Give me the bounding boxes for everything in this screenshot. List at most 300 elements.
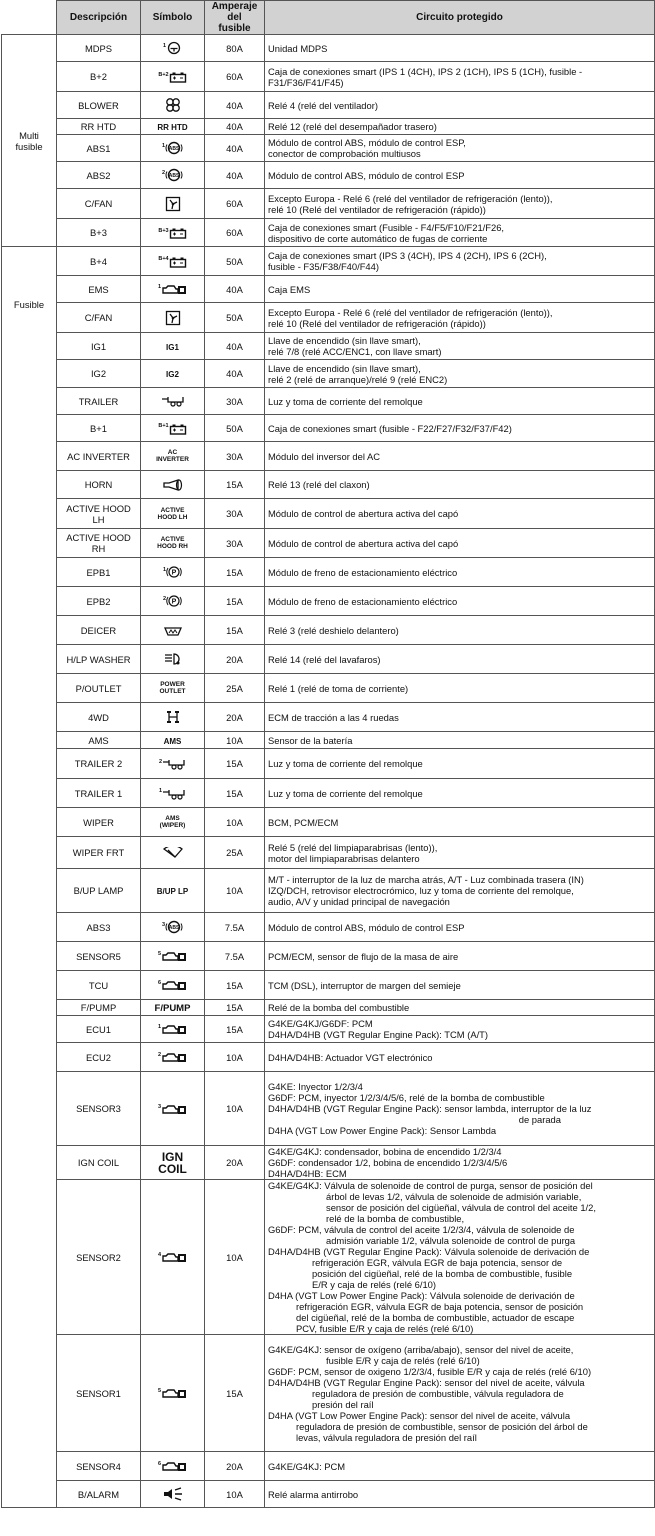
- circuit-cell: [265, 837, 655, 869]
- symbol-cell: [141, 1146, 205, 1180]
- symbol-cell: [141, 749, 205, 779]
- description-cell: ACTIVE HOOD RH: [57, 529, 141, 558]
- circuit-cell: [265, 1043, 655, 1072]
- fuse-row: [2, 360, 655, 388]
- amperage-cell: 10A: [205, 869, 265, 913]
- circuit-line: audio, A/V y unidad principal de navegación: [268, 896, 450, 907]
- symbol-cell: [141, 1481, 205, 1508]
- fuse-row: [2, 645, 655, 674]
- symbol-cell: [141, 1072, 205, 1146]
- symbol-cell: [141, 1043, 205, 1072]
- circuit-line: Caja de conexiones smart (IPS 3 (4CH), IPS 4 (2CH), IPS 6 (2CH),: [268, 250, 547, 261]
- engine-icon: [158, 1051, 187, 1062]
- symbol-superscript: 2: [162, 595, 167, 602]
- fuse-row: [2, 616, 655, 645]
- symbol-superscript: 2: [161, 169, 166, 176]
- amperage-cell: 60A: [205, 219, 265, 247]
- parking-brake-icon: [163, 566, 182, 577]
- amperage-cell: 10A: [205, 732, 265, 749]
- fuse-row: [2, 971, 655, 1000]
- circuit-line: Relé 14 (relé del lavafaros): [268, 653, 381, 665]
- circuit-line: relé 10 (Relé del ventilador de refrigeración (rápido)): [268, 317, 486, 329]
- circuit-cell: [265, 135, 655, 162]
- description-cell: B+1: [57, 415, 141, 442]
- symbol-cell: [141, 869, 205, 913]
- amperage-cell: 15A: [205, 1016, 265, 1043]
- amperage-cell: 20A: [205, 1146, 265, 1180]
- circuit-cell: [265, 869, 655, 913]
- group-label-fuse: Fusible: [13, 299, 45, 310]
- symbol-cell: [141, 247, 205, 276]
- symbol-text: IG1: [166, 342, 179, 352]
- symbol-cell: [141, 587, 205, 616]
- description-cell: ECU1: [57, 1016, 141, 1043]
- symbol-superscript: 3: [161, 921, 166, 928]
- symbol-text: [156, 449, 189, 463]
- fuse-row: [2, 135, 655, 162]
- circuit-line: PCM/ECM, sensor de flujo de la masa de aire: [268, 950, 459, 962]
- circuit-line: G4KE: Inyector 1/2/3/4: [268, 1081, 363, 1092]
- circuit-line: ECM de tracción a las 4 ruedas: [268, 711, 399, 723]
- fuse-row: [2, 189, 655, 219]
- circuit-cell: [265, 92, 655, 119]
- description-cell: IG2: [57, 360, 141, 388]
- amperage-cell: 25A: [205, 674, 265, 703]
- battery-icon: [158, 422, 186, 433]
- symbol-text: [158, 1151, 187, 1175]
- circuit-cell: [265, 971, 655, 1000]
- description-cell: TRAILER: [57, 388, 141, 415]
- symbol-text-line: HOOD RH: [157, 543, 188, 550]
- circuit-cell: [265, 587, 655, 616]
- circuit-cell: [265, 558, 655, 587]
- amperage-cell: 50A: [205, 247, 265, 276]
- description-cell: SENSOR3: [57, 1072, 141, 1146]
- circuit-line: D4HA (VGT Low Power Engine Pack): sensor del nivel de aceite, válvula: [268, 1409, 571, 1421]
- description-cell: MDPS: [57, 35, 141, 62]
- circuit-line: Módulo del inversor del AC: [268, 450, 381, 462]
- amperage-cell: 80A: [205, 35, 265, 62]
- 4wd-icon: [164, 710, 182, 721]
- circuit-line: D4HA/D4HB: ECM: [268, 1168, 347, 1179]
- symbol-text-line: AC: [167, 449, 178, 456]
- amperage-cell: 60A: [205, 62, 265, 92]
- circuit-line: Caja EMS: [268, 283, 311, 295]
- symbol-cell: [141, 808, 205, 837]
- circuit-line: F31/F36/F41/F45): [268, 76, 344, 88]
- symbol-cell: [141, 732, 205, 749]
- circuit-cell: [265, 499, 655, 529]
- circuit-line: Llave de encendido (sin llave smart),: [268, 362, 421, 374]
- symbol-cell: [141, 360, 205, 388]
- amperage-cell: 25A: [205, 837, 265, 869]
- svg-text:P: P: [171, 598, 177, 606]
- amperage-cell: 15A: [205, 779, 265, 808]
- symbol-superscript: 5: [157, 950, 162, 957]
- description-cell: AC INVERTER: [57, 442, 141, 471]
- svg-text:ABS: ABS: [168, 173, 180, 180]
- symbol-superscript: 1: [157, 1023, 162, 1030]
- symbol-cell: [141, 913, 205, 942]
- symbol-superscript: B+4: [158, 256, 169, 263]
- engine-icon: [158, 1103, 187, 1114]
- description-cell: WIPER: [57, 808, 141, 837]
- circuit-line: Relé de la bomba del combustible: [268, 1002, 410, 1013]
- group-cell-fuse: [2, 247, 57, 1508]
- symbol-text-line: COIL: [158, 1161, 187, 1176]
- symbol-text: AMS: [163, 736, 182, 746]
- fuse-row: [2, 587, 655, 616]
- circuit-line: relé 10 (Relé del ventilador de refrigeración (rápido)): [268, 203, 486, 215]
- fuse-row: [2, 1481, 655, 1508]
- circuit-line: levas, válvula reguladora de presión del raíl: [296, 1431, 477, 1443]
- fuse-row: [2, 1043, 655, 1072]
- description-cell: AMS: [57, 732, 141, 749]
- symbol-cell: [141, 703, 205, 732]
- amperage-cell: 10A: [205, 1180, 265, 1335]
- description-cell: DEICER: [57, 616, 141, 645]
- amperage-cell: 40A: [205, 92, 265, 119]
- fuse-row: [2, 499, 655, 529]
- circuit-line: D4HA (VGT Low Power Engine Pack): Sensor Lambda: [268, 1125, 497, 1136]
- fuse-row: [2, 779, 655, 808]
- description-cell: SENSOR1: [57, 1335, 141, 1452]
- symbol-text: RR HTD: [157, 123, 188, 132]
- symbol-cell: [141, 616, 205, 645]
- symbol-superscript: 6: [157, 979, 162, 986]
- circuit-cell: [265, 1000, 655, 1016]
- circuit-line: fusible E/R y caja de relés (relé 6/10): [326, 1354, 480, 1366]
- fuse-row: [2, 808, 655, 837]
- circuit-cell: [265, 529, 655, 558]
- symbol-cell: [141, 276, 205, 303]
- amperage-cell: 40A: [205, 276, 265, 303]
- engine-icon: [158, 1251, 187, 1262]
- circuit-line: Relé 3 (relé deshielo delantero): [268, 624, 399, 636]
- circuit-line: G6DF: PCM, sensor de oxigeno 1/2/3/4, fusible E/R y caja de relés (relé 6/10): [268, 1365, 592, 1377]
- description-cell: 4WD: [57, 703, 141, 732]
- circuit-line: G4KE/G4KJ: sensor de oxígeno (arriba/abajo), sensor del nivel de aceite,: [268, 1343, 574, 1355]
- circuit-line: Excepto Europa - Relé 6 (relé del ventilador de refrigeración (lento)),: [268, 192, 553, 204]
- circuit-cell: [265, 35, 655, 62]
- fuse-row: [2, 442, 655, 471]
- circuit-line: Relé 4 (relé del ventilador): [268, 99, 378, 111]
- description-cell: ABS2: [57, 162, 141, 189]
- description-cell: IGN COIL: [57, 1146, 141, 1180]
- symbol-superscript: 6: [157, 1460, 162, 1467]
- description-cell: TRAILER 1: [57, 779, 141, 808]
- amperage-cell: 30A: [205, 388, 265, 415]
- circuit-cell: [265, 333, 655, 360]
- parking-brake-icon: [163, 595, 182, 606]
- fuse-row: [2, 732, 655, 749]
- symbol-cell: [141, 1016, 205, 1043]
- symbol-superscript: B+3: [158, 227, 169, 234]
- engine-icon: [158, 1387, 187, 1398]
- fuse-row: [2, 869, 655, 913]
- horn-icon: [162, 478, 184, 489]
- fuse-row: [2, 247, 655, 276]
- fuse-row: [2, 62, 655, 92]
- circuit-line: Luz y toma de corriente del remolque: [268, 787, 423, 799]
- amperage-cell: 40A: [205, 333, 265, 360]
- circuit-line: PCV, fusible E/R y caja de relés (relé 6/10): [296, 1323, 474, 1334]
- battery-icon: [158, 71, 186, 82]
- fuse-row: [2, 1452, 655, 1481]
- symbol-text: [158, 507, 188, 521]
- header-circuit: Circuito protegido: [265, 1, 655, 35]
- fuse-row: [2, 674, 655, 703]
- symbol-cell: [141, 1452, 205, 1481]
- fuse-row: [2, 1072, 655, 1146]
- description-cell: SENSOR2: [57, 1180, 141, 1335]
- fuse-row: [2, 471, 655, 499]
- circuit-cell: [265, 732, 655, 749]
- symbol-text-line: (WIPER): [159, 822, 186, 829]
- symbol-cell: [141, 837, 205, 869]
- symbol-cell: [141, 388, 205, 415]
- abs-icon: [162, 169, 183, 180]
- amperage-cell: 15A: [205, 616, 265, 645]
- amperage-cell: 15A: [205, 971, 265, 1000]
- circuit-cell: [265, 1335, 655, 1452]
- circuit-cell: [265, 616, 655, 645]
- symbol-text-line: POWER: [160, 681, 185, 688]
- mdps-icon: [163, 42, 182, 53]
- symbol-superscript: 2: [157, 1051, 162, 1058]
- circuit-cell: [265, 415, 655, 442]
- symbol-text-line: IGN: [161, 1149, 184, 1164]
- circuit-cell: [265, 276, 655, 303]
- header-symbol: Símbolo: [141, 1, 205, 35]
- circuit-line: Módulo de freno de estacionamiento eléctrico: [268, 566, 458, 578]
- circuit-line: Módulo de control ABS, módulo de control ESP: [268, 169, 465, 181]
- fuse-table: [1, 0, 655, 1508]
- circuit-line: E/R y caja de relés (relé 6/10): [312, 1279, 437, 1290]
- fuse-row: [2, 529, 655, 558]
- circuit-cell: [265, 1072, 655, 1146]
- circuit-line: Módulo de freno de estacionamiento eléctrico: [268, 595, 458, 607]
- cooling-fan-icon: [165, 311, 181, 322]
- circuit-line: G4KE/G4KJ: PCM: [268, 1460, 346, 1472]
- description-cell: EPB1: [57, 558, 141, 587]
- circuit-line: D4HA/D4HB (VGT Regular Engine Pack): sensor del nivel de aceite, válvula: [268, 1376, 585, 1388]
- header-group: [2, 1, 57, 35]
- alarm-horn-icon: [162, 1487, 184, 1498]
- circuit-line: Relé 12 (relé del desempañador trasero): [268, 121, 437, 132]
- symbol-text: [157, 536, 188, 550]
- amperage-cell: 10A: [205, 1043, 265, 1072]
- circuit-cell: [265, 1016, 655, 1043]
- symbol-superscript: 1: [161, 142, 166, 149]
- circuit-cell: [265, 674, 655, 703]
- amperage-cell: 7.5A: [205, 942, 265, 971]
- symbol-superscript: 4: [157, 1251, 162, 1258]
- circuit-cell: [265, 1180, 655, 1335]
- engine-icon: [158, 950, 187, 961]
- amperage-cell: 10A: [205, 1481, 265, 1508]
- circuit-cell: [265, 645, 655, 674]
- circuit-line: Luz y toma de corriente del remolque: [268, 758, 423, 769]
- description-cell: HORN: [57, 471, 141, 499]
- circuit-cell: [265, 471, 655, 499]
- fuse-row: [2, 837, 655, 869]
- symbol-cell: [141, 674, 205, 703]
- symbol-cell: [141, 333, 205, 360]
- circuit-line: Excepto Europa - Relé 6 (relé del ventilador de refrigeración (lento)),: [268, 306, 553, 318]
- amperage-cell: 15A: [205, 471, 265, 499]
- fuse-row: [2, 1180, 655, 1335]
- description-cell: EMS: [57, 276, 141, 303]
- circuit-line: Módulo de control de abertura activa del capó: [268, 508, 459, 519]
- fuse-row: [2, 558, 655, 587]
- circuit-line: G4KE/G4KJ: condensador, bobina de encendido 1/2/3/4: [268, 1146, 502, 1157]
- circuit-line: G6DF: condensador 1/2, bobina de encendido 1/2/3/4/5/6: [268, 1157, 508, 1168]
- symbol-text: F/PUMP: [154, 1003, 191, 1014]
- symbol-cell: [141, 645, 205, 674]
- amperage-cell: 15A: [205, 558, 265, 587]
- circuit-cell: [265, 703, 655, 732]
- abs-icon: [162, 142, 183, 153]
- description-cell: B+3: [57, 219, 141, 247]
- symbol-text-line: ACTIVE: [160, 506, 185, 514]
- circuit-line: árbol de levas 1/2, válvula de solenoide de admisión variable,: [326, 1191, 582, 1202]
- circuit-cell: [265, 1481, 655, 1508]
- fuse-row: [2, 749, 655, 779]
- circuit-cell: [265, 360, 655, 388]
- description-cell: TRAILER 2: [57, 749, 141, 779]
- symbol-text: [160, 681, 186, 695]
- symbol-cell: [141, 558, 205, 587]
- amperage-cell: 30A: [205, 442, 265, 471]
- circuit-line: conector de comprobación multiusos: [268, 148, 421, 159]
- circuit-line: D4HA/D4HB (VGT Regular Engine Pack): sensor lambda, interruptor de la luz: [268, 1103, 592, 1114]
- circuit-cell: [265, 942, 655, 971]
- battery-icon: [158, 227, 186, 238]
- circuit-cell: [265, 62, 655, 92]
- circuit-line: Módulo de control ABS, módulo de control ESP: [268, 921, 465, 933]
- symbol-cell: [141, 471, 205, 499]
- circuit-line: D4HA/D4HB (VGT Regular Engine Pack): Válvula solenoide de derivación de: [268, 1246, 590, 1257]
- symbol-cell: [141, 415, 205, 442]
- circuit-line: BCM, PCM/ECM: [268, 816, 339, 828]
- header-description: Descripción: [57, 1, 141, 35]
- circuit-line: relé 7/8 (relé ACC/ENC1, con llave smart): [268, 346, 442, 357]
- description-cell: H/LP WASHER: [57, 645, 141, 674]
- amperage-cell: 40A: [205, 119, 265, 135]
- circuit-line: Caja de conexiones smart (Fusible - F4/F5/F10/F21/F26,: [268, 221, 505, 233]
- circuit-line: Sensor de la batería: [268, 734, 353, 746]
- header-row: [2, 1, 655, 35]
- description-cell: C/FAN: [57, 303, 141, 333]
- circuit-cell: [265, 913, 655, 942]
- description-cell: EPB2: [57, 587, 141, 616]
- amperage-cell: 50A: [205, 415, 265, 442]
- circuit-cell: [265, 779, 655, 808]
- amperage-cell: 30A: [205, 529, 265, 558]
- cooling-fan-icon: [165, 197, 181, 208]
- header-amperage: [205, 1, 265, 35]
- symbol-cell: [141, 35, 205, 62]
- amperage-cell: 10A: [205, 808, 265, 837]
- circuit-line: D4HA (VGT Low Power Engine Pack): Válvula solenoide de derivación de: [268, 1290, 575, 1301]
- amperage-cell: 40A: [205, 135, 265, 162]
- symbol-cell: [141, 942, 205, 971]
- description-cell: IG1: [57, 333, 141, 360]
- symbol-text: IG2: [166, 370, 179, 379]
- circuit-line: posición del cigüeñal, relé de la bomba de combustible, fusible: [312, 1268, 573, 1279]
- symbol-text: B/UP LP: [156, 887, 189, 896]
- symbol-superscript: 5: [157, 1387, 162, 1394]
- circuit-line: Luz y toma de corriente del remolque: [268, 395, 423, 407]
- header-amperage-line1: Amperaje del: [211, 1, 258, 23]
- fuse-row: [2, 162, 655, 189]
- symbol-cell: [141, 119, 205, 135]
- circuit-line: reguladora de presión de combustible, sensor de posición del árbol de: [296, 1420, 588, 1432]
- symbol-text-line: OUTLET: [159, 688, 186, 695]
- blower-fan-icon: [165, 98, 181, 109]
- circuit-cell: [265, 219, 655, 247]
- amperage-cell: 20A: [205, 1452, 265, 1481]
- circuit-cell: [265, 1146, 655, 1180]
- symbol-cell: [141, 499, 205, 529]
- symbol-cell: [141, 442, 205, 471]
- circuit-cell: [265, 247, 655, 276]
- amperage-cell: 15A: [205, 1000, 265, 1016]
- symbol-cell: [141, 1335, 205, 1452]
- engine-icon: [158, 283, 187, 294]
- circuit-cell: [265, 119, 655, 135]
- fuse-row: [2, 1146, 655, 1180]
- circuit-line: relé de la bomba de combustible,: [326, 1213, 465, 1224]
- symbol-superscript: 1: [162, 42, 167, 49]
- symbol-cell: [141, 779, 205, 808]
- circuit-line: motor del limpiaparabrisas delantero: [268, 852, 420, 864]
- description-cell: ECU2: [57, 1043, 141, 1072]
- circuit-line: Caja de conexiones smart (fusible - F22/F27/F32/F37/F42): [268, 422, 512, 434]
- description-cell: WIPER FRT: [57, 837, 141, 869]
- circuit-line: G4KE/G4KJ: Válvula de solenoide de control de purga, sensor de posición del: [268, 1180, 593, 1191]
- description-cell: BLOWER: [57, 92, 141, 119]
- symbol-cell: [141, 62, 205, 92]
- circuit-line: de parada: [518, 1114, 561, 1125]
- description-cell: F/PUMP: [57, 1000, 141, 1016]
- circuit-line: G6DF: PCM, inyector 1/2/3/4/5/6, relé de la bomba de combustible: [268, 1092, 545, 1103]
- circuit-cell: [265, 749, 655, 779]
- symbol-superscript: 1: [157, 283, 162, 290]
- circuit-line: Módulo de control de abertura activa del capó: [268, 537, 459, 549]
- circuit-cell: [265, 388, 655, 415]
- circuit-line: TCM (DSL), interruptor de margen del semieje: [268, 979, 461, 991]
- fuse-row: [2, 119, 655, 135]
- fuse-row: [2, 913, 655, 942]
- circuit-line: Caja de conexiones smart (IPS 1 (4CH), IPS 2 (1CH), IPS 5 (1CH), fusible -: [268, 65, 583, 77]
- amperage-cell: 15A: [205, 587, 265, 616]
- circuit-line: Relé 13 (relé del claxon): [268, 479, 370, 490]
- symbol-text-line: INVERTER: [156, 456, 189, 463]
- symbol-cell: [141, 1000, 205, 1016]
- trailer-icon: [159, 787, 186, 798]
- description-cell: ABS3: [57, 913, 141, 942]
- group-label-multi-fuse-line2: fusible: [15, 140, 43, 152]
- circuit-line: fusible - F35/F38/F40/F44): [268, 261, 379, 272]
- symbol-cell: [141, 529, 205, 558]
- circuit-line: G4KE/G4KJ/G6DF: PCM: [268, 1018, 373, 1029]
- symbol-cell: [141, 189, 205, 219]
- svg-text:P: P: [171, 569, 177, 577]
- description-cell: SENSOR5: [57, 942, 141, 971]
- symbol-cell: [141, 219, 205, 247]
